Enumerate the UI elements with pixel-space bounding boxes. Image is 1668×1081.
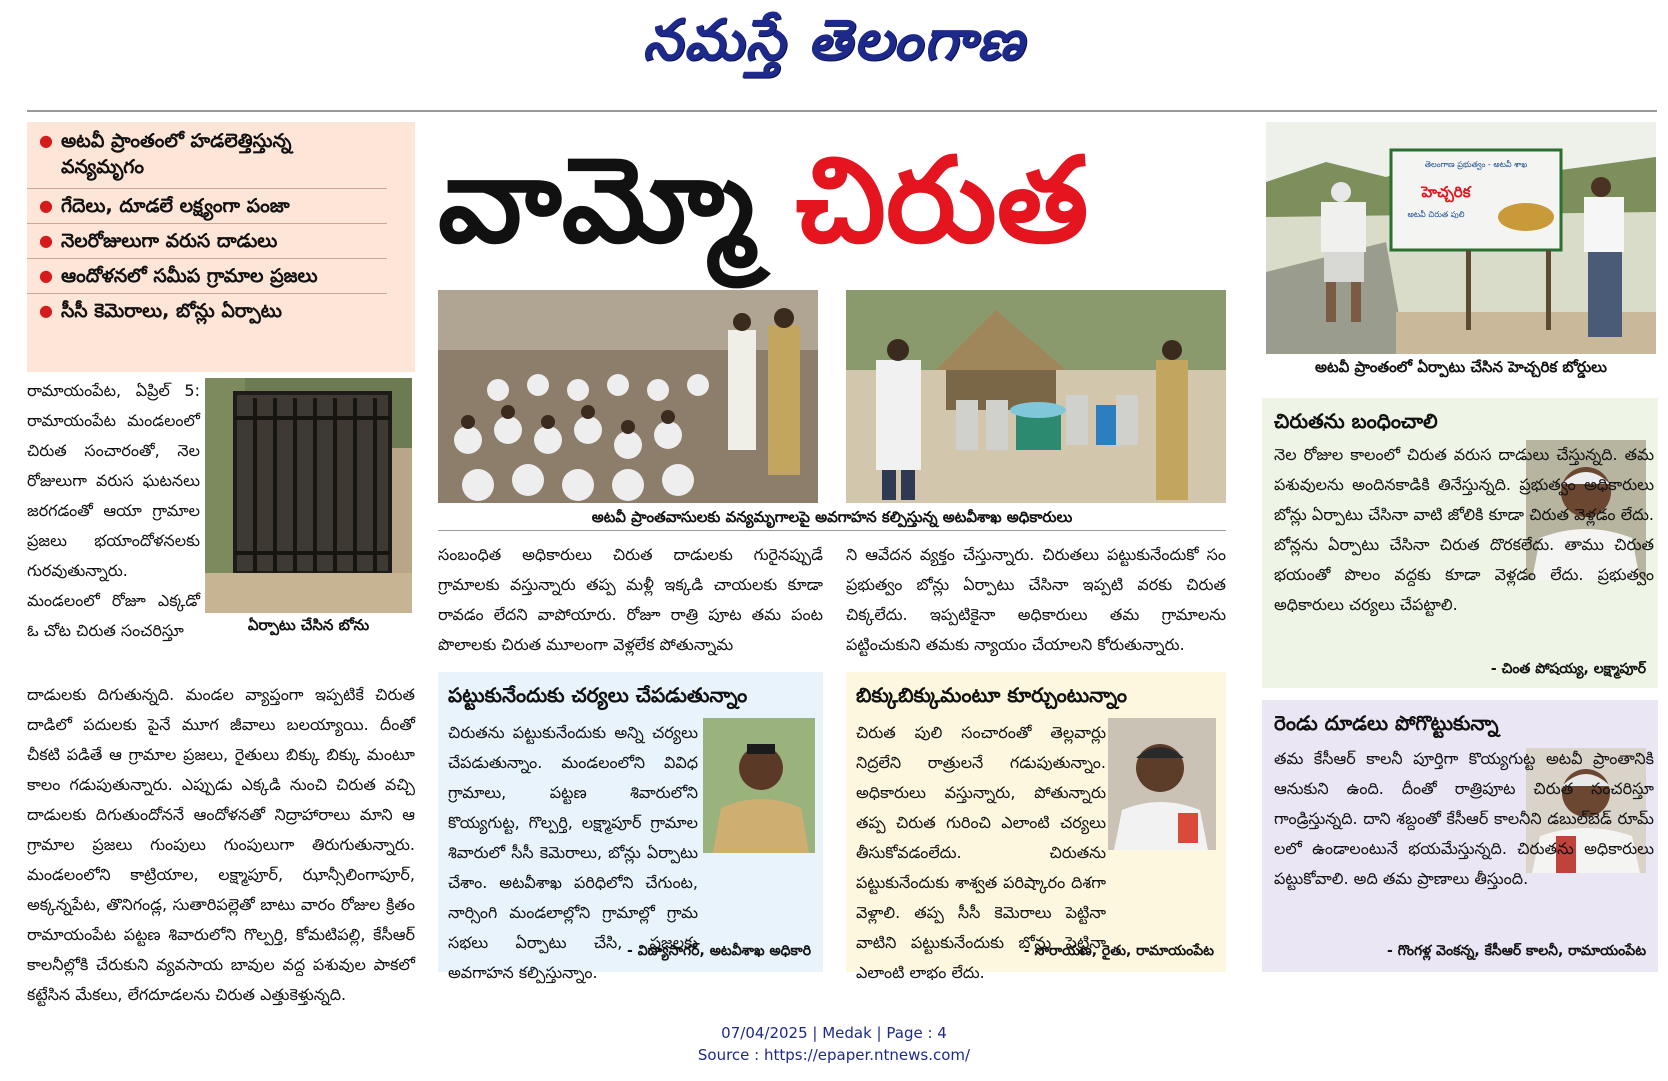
capture-quote-box bbox=[1262, 398, 1658, 688]
highlight-text: ఆందోళనలో సమీప గ్రామాల ప్రజలు bbox=[60, 265, 318, 287]
capture-box-text: నెల రోజుల కాలంలో చిరుత వరుస దాడులు చేస్తున్నది. తమ పశువులను అందినకాడికి తినేస్తున్నది. ప్రభుత్వం అధికారులు బోన్లు ఏర్పాటు చేసినా వాటి జోలికి కూడా చిరుత వెళ్లడం లేదు. బోన్లను ఏర్పాటు చేసినా చిరుత దొరకలేదు. తాము చిరుత భయంతో పొలం వద్దకు కూడా వెళ్లడం లేదు. ప్రభుత్వం అధికారులు చర్యలు చేపట్టాలి. bbox=[1274, 445, 1654, 614]
headline-part-red: చిరుత bbox=[795, 131, 1089, 269]
cage-photo bbox=[205, 378, 412, 613]
headline bbox=[438, 115, 1238, 285]
board-sign-line3: అటవీ చిరుత పులి bbox=[1407, 210, 1465, 219]
highlight-text: గేదెలు, దూడలే లక్ష్యంగా పంజా bbox=[60, 195, 290, 217]
farmer-quote-box bbox=[846, 672, 1226, 982]
farmer-attribution: - నారాయణ, రైతు, రామాయంపేట bbox=[1023, 943, 1214, 959]
center-photo-caption: అటవీ ప్రాంతవాసులకు వన్యమృగాలపై అవగాహన కల్పిస్తున్న అటవీశాఖ అధికారులు bbox=[591, 508, 1073, 526]
officer-photo bbox=[703, 718, 815, 853]
capture-box-title: చిరుతను బంధించాలి bbox=[1274, 409, 1438, 433]
officer-box-text-top: చిరుతను పట్టుకునేందుకు అన్ని చర్యలు చేపడుతున్నాం. మండలంలోని వివిధ గ్రామాలు, పట్టణ శివారులోని కొయ్యగుట్ట, గొల్పర్తి, లక్ష్మాపూర్ గ్రామాల శివారులో సీసీ కెమెరాలు, బోన్లు ఏర్పాటు చేశాం. అటవీశాఖ పరిధిలోని చేగుంట, నార్సింగి మండలాల్లోని గ్రామాల్లో గ్రామ సభలు ఏర్పాటు చేసి, ప్రజలకు అవగాహన కల్పిస్తున్నాం. bbox=[448, 723, 698, 982]
bullet-dot-icon: ● bbox=[39, 301, 53, 320]
highlight-item bbox=[27, 224, 387, 259]
middle-column-a: సంబంధిత అధికారులు చిరుత దాడులకు గురైనప్పుడే గ్రామాలకు వస్తున్నారు తప్ప మళ్లీ ఇక్కడి చాయలకు కూడా రావడం లేదని వాపోయారు. రోజూ రాత్రి పూట తమ పంట పొలాలకు చిరుత మూలంగా వెళ్లలేక పోతున్నామ bbox=[438, 545, 823, 654]
caption-divider bbox=[438, 530, 1226, 531]
left-col-beside-cage: రామాయంపేట, ఏప్రిల్ 5: రామాయంపేట మండలంలో చిరుత సంచారంతో, నెల రోజులుగా వరుస ఘటనలు జరగడంతో ఆయా గ్రామాల ప్రజలు భయాందోళనలకు గురవుతున్నారు. మండలంలో రోజూ ఎక్కడో ఓ చోట చిరుత సంచరిస్తూ bbox=[27, 381, 200, 640]
farmer-box-title: బిక్కుబిక్కుమంటూ కూర్చుంటున్నాం bbox=[856, 683, 1128, 707]
highlight-item bbox=[27, 294, 387, 328]
meeting-image-2 bbox=[846, 290, 1226, 503]
highlight-item bbox=[27, 259, 387, 294]
bullet-dot-icon: ● bbox=[39, 196, 53, 215]
calves-box-title: రెండు దూడలు పోగొట్టుకున్నా bbox=[1274, 711, 1499, 735]
footer-source: Source : https://epaper.ntnews.com/ bbox=[697, 1046, 971, 1064]
highlight-text: నెలరోజులుగా వరుస దాడులు bbox=[60, 230, 278, 252]
officer-box-title: పట్టుకునేందుకు చర్యలు చేపడుతున్నాం bbox=[448, 683, 748, 707]
board-sign-line1: తెలంగాణ ప్రభుత్వం - అటవీ శాఖ bbox=[1424, 160, 1528, 169]
officer-attribution: - విద్యాసాగర్, అటవీశాఖ అధికారి bbox=[627, 943, 811, 959]
warning-board-photo bbox=[1266, 122, 1656, 354]
officer-portrait bbox=[703, 718, 815, 853]
highlight-text: అటవీ ప్రాంతంలో హడలెత్తిస్తున్న వన్యమృగం bbox=[60, 130, 292, 178]
cage-image bbox=[205, 378, 412, 613]
officer-quote-box bbox=[438, 672, 823, 982]
headline-part-black: వామ్మో bbox=[438, 131, 796, 269]
capture-attribution: - చింత పోషయ్య, లక్ష్మాపూర్ bbox=[1490, 661, 1646, 677]
bullet-dot-icon: ● bbox=[39, 131, 53, 150]
highlight-text: సీసీ కెమెరాలు, బోన్లు ఏర్పాటు bbox=[60, 300, 282, 322]
farmer-box-text: చిరుత పులి సంచారంతో తెల్లవార్లు నిద్రలేని రాత్రులనే గడుపుతున్నాం. అధికారులు వస్తున్నారు, పోతున్నారు తప్ప చిరుత గురించి ఎలాంటి చర్యలు తీసుకోవడంలేదు. చిరుతను పట్టుకునేందుకు శాశ్వత పరిష్కారం దిశగా వెళ్లాలి. తప్ప సీసీ కెమెరాలు పెట్టినా వాటిని పట్టుకునేందుకు బోన్లు పెట్టినా ఎలాంటి లాభం లేదు. bbox=[856, 723, 1106, 982]
board-caption: అటవీ ప్రాంతంలో ఏర్పాటు చేసిన హెచ్చరిక బోర్డులు bbox=[1315, 358, 1607, 376]
left-col-full-width: దాడులకు దిగుతున్నది. మండల వ్యాప్తంగా ఇప్పటికే చిరుత దాడిలో పదులకు పైనే మూగ జీవాలు బలయ్యాయి. దీంతో చీకటి పడితే ఆ గ్రామాల ప్రజలు, రైతులు బిక్కు బిక్కు మంటూ కాలం గడుపుతున్నారు. ఎప్పుడు ఎక్కడి నుంచి చిరుత వచ్చి దాడులకు దిగుతుందోననే ఆందోళనతో నిద్రాహారాలు మాని ఆ గ్రామాల ప్రజలు గుంపులు గుంపులుగా తిరుగుతున్నారు. మండలంలోని కాట్రియాల, లక్ష్మాపూర్, ఝాన్సీలింగాపూర్, అక్కన్నపేట, తొనిగండ్ల, సుతారిపల్లెతో బాటు వారం రోజుల క్రితం రామాయంపేట పట్టణ శివారులోని గొల్పర్తి, కోమటిపల్లి, కేసీఆర్ కాలనీల్లోకి చేరుకుని వ్యవసాయ బావుల వద్ద పశువుల పాకలో కట్టేసిన మేకలు, లేగదూడలను చిరుత ఎత్తుకెళ్తున్నది. bbox=[27, 685, 415, 1004]
highlight-item bbox=[27, 122, 387, 189]
bullet-dot-icon: ● bbox=[39, 231, 53, 250]
cage-caption: ఏర్పాటు చేసిన బోను bbox=[247, 616, 370, 634]
warning-board-image bbox=[1266, 122, 1656, 354]
farmer-portrait bbox=[1108, 718, 1216, 850]
bullet-dot-icon: ● bbox=[39, 266, 53, 285]
meeting-photo-2 bbox=[846, 290, 1226, 503]
farmer-photo bbox=[1108, 718, 1216, 850]
masthead-divider bbox=[27, 110, 1657, 112]
middle-column-b: ని ఆవేదన వ్యక్తం చేస్తున్నారు. చిరుతలు పట్టుకునేందుకో సం ప్రభుత్వం బోన్లు ఏర్పాటు చేసినా ఇప్పటి వరకు చిరుత చిక్కలేదు. ఇప్పటికైనా అధికారులు తమ గ్రామాలను పట్టించుకుని తమకు న్యాయం చేయాలని కోరుతున్నారు. bbox=[846, 545, 1226, 654]
calves-quote-box bbox=[1262, 700, 1658, 972]
footer-dateline: 07/04/2025 | Medak | Page : 4 bbox=[721, 1024, 947, 1042]
highlight-item bbox=[27, 189, 387, 224]
highlights-box bbox=[27, 122, 415, 372]
calves-box-text: తమ కేసీఆర్ కాలనీ పూర్తిగా కొయ్యగుట్ట అటవీ ప్రాంతానికి ఆనుకుని ఉంది. దీంతో రాత్రిపూట చిరుత సంచరిస్తూ గాండ్రిస్తున్నది. దాని శబ్దంతో కేసీఆర్ కాలనీని డబుల్‌బెడ్ రూమ్ లలో ఉండాలంటునే భయమేస్తున్నది. చిరుతను అధికారులు పట్టుకోవాలి. అది తమ ప్రాణాలు తీస్తుంది. bbox=[1274, 749, 1654, 888]
meeting-image-1 bbox=[438, 290, 818, 503]
masthead-logo: నమస్తే తెలంగాణ bbox=[642, 8, 1026, 73]
meeting-photo-1 bbox=[438, 290, 818, 503]
calves-attribution: - గొంగళ్ల వెంకన్న, కేసీఆర్ కాలనీ, రామాయంపేట bbox=[1387, 943, 1646, 959]
board-sign-line2: హెచ్చరిక bbox=[1421, 183, 1471, 201]
